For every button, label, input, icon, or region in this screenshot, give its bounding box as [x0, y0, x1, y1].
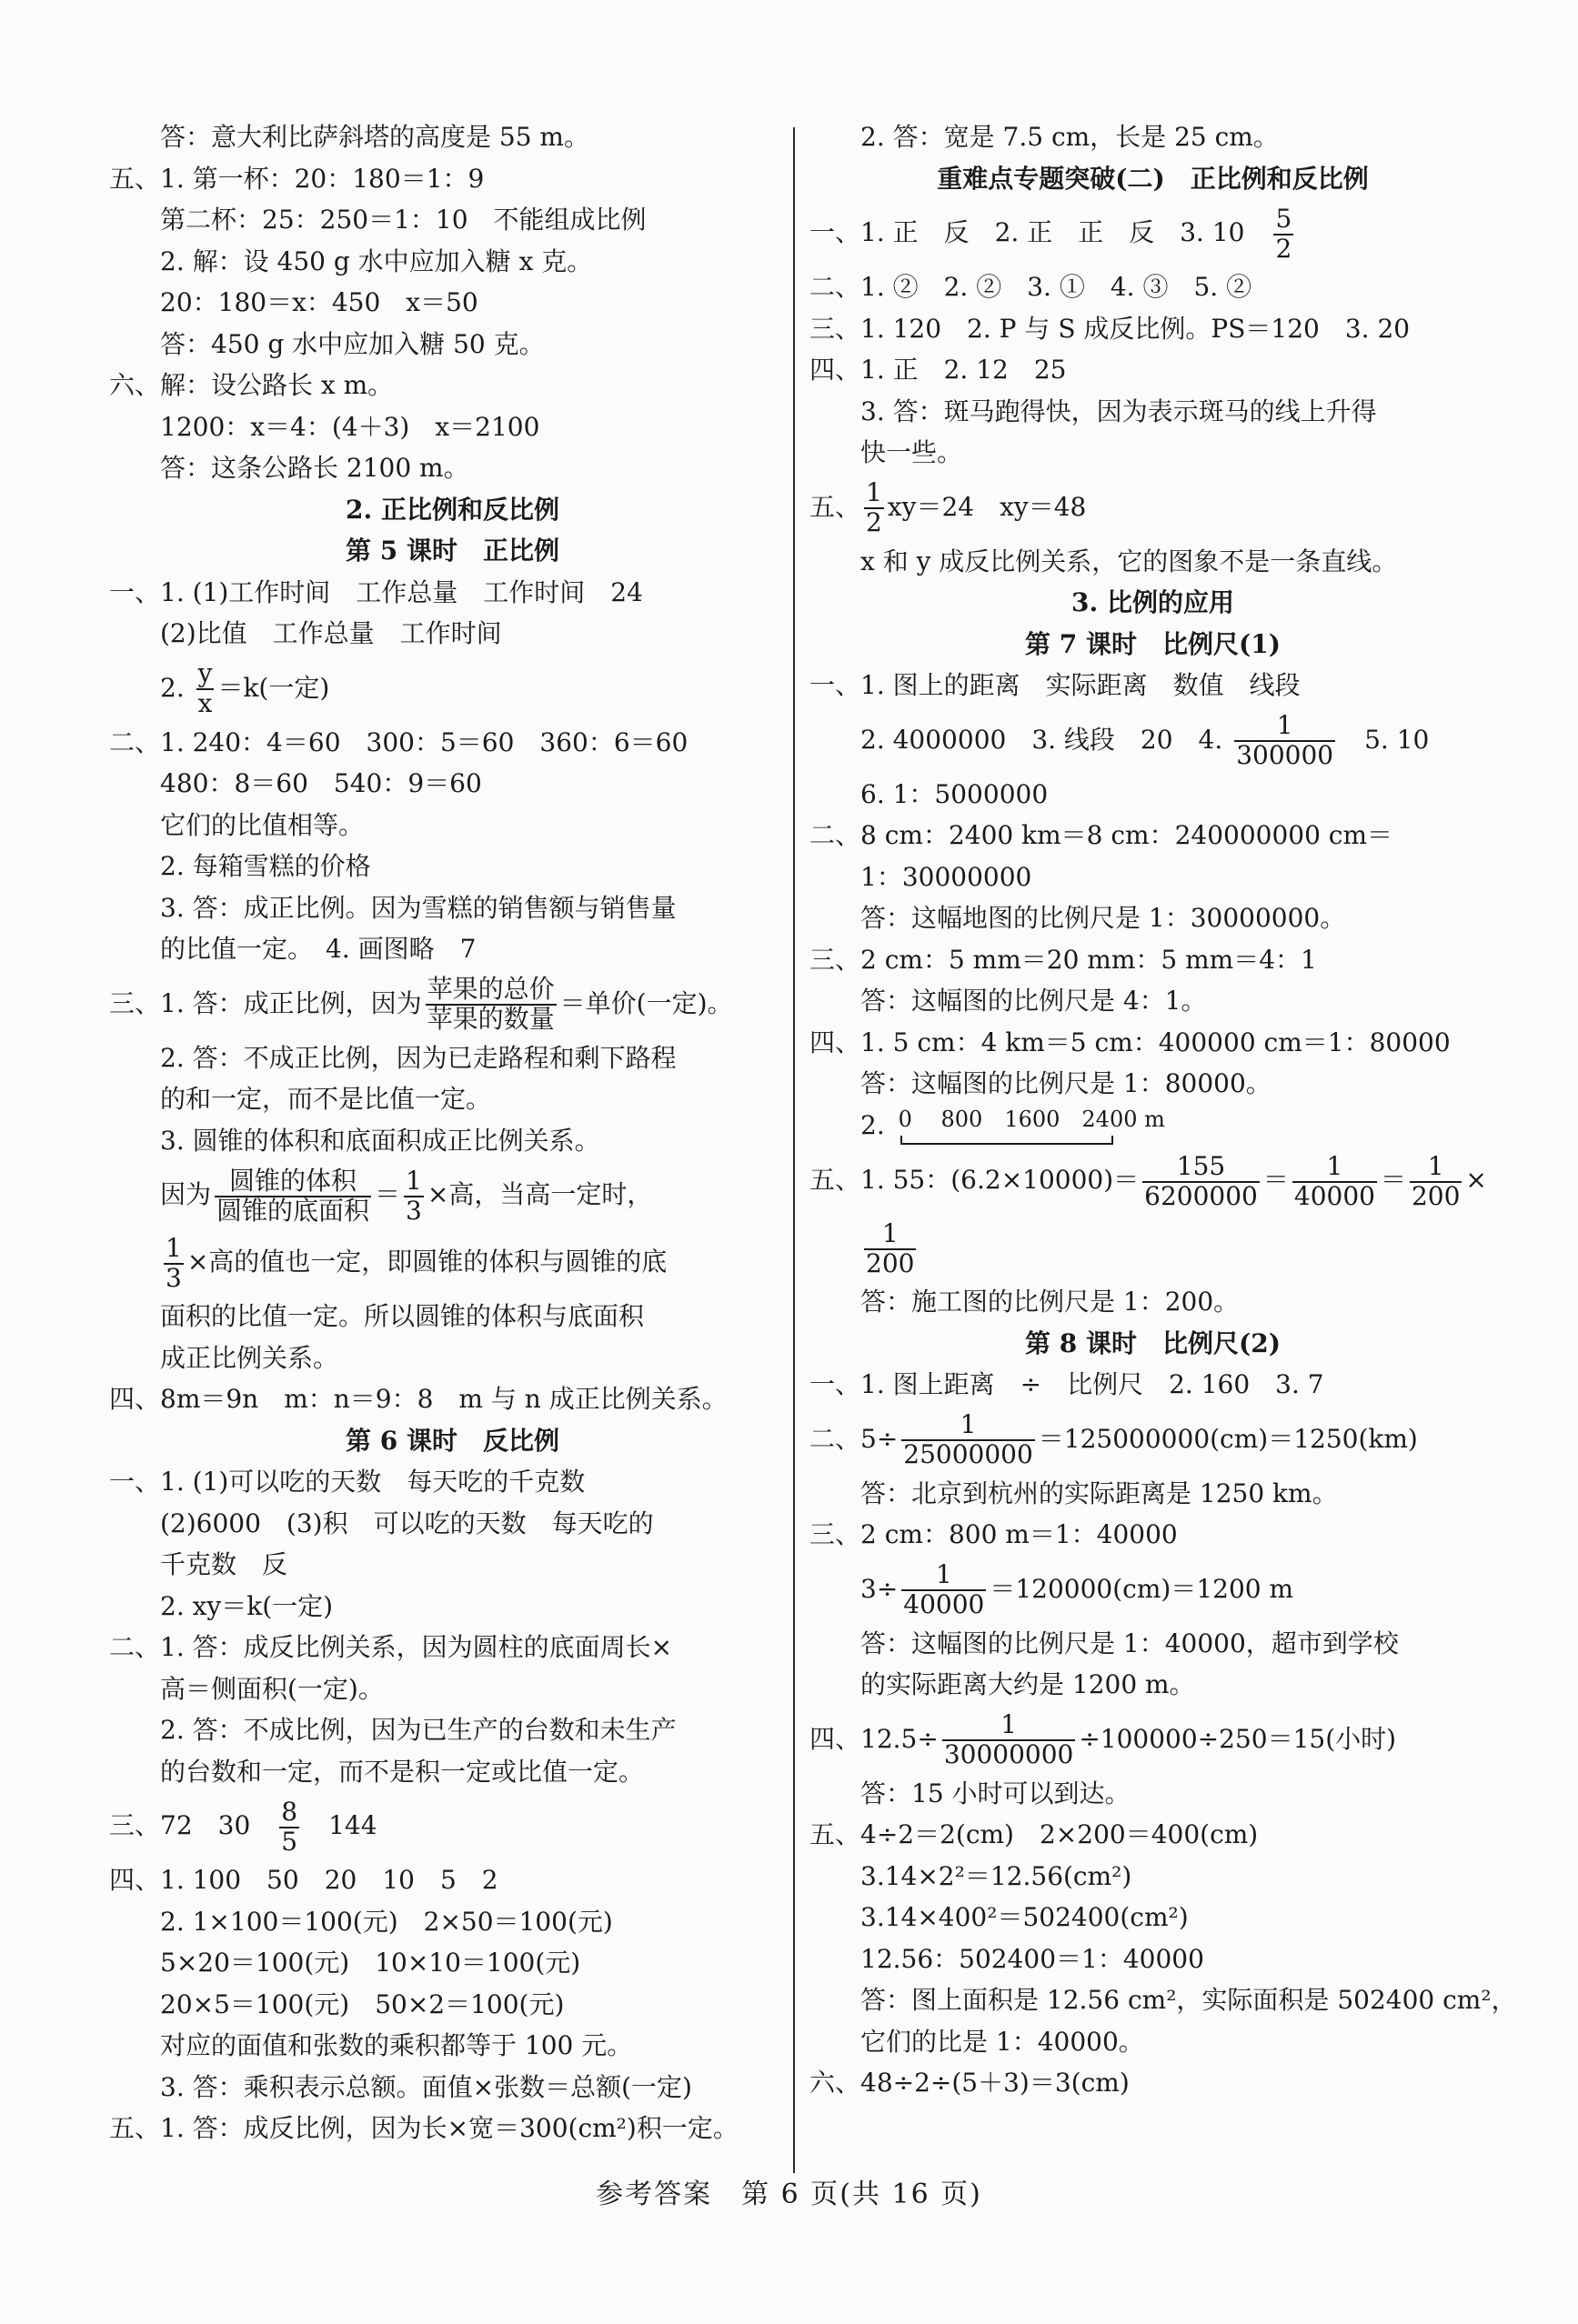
answer-line	[809, 1556, 1496, 1623]
fraction-numerator: 苹果的总价	[427, 974, 555, 1005]
answer-line	[809, 474, 1496, 541]
fraction-denominator: 200	[1411, 1180, 1461, 1211]
answer-line: 三、1. 120 2. P 与 S 成反比例。PS＝120 3. 20	[809, 313, 1411, 344]
scale-bar-labels: 0 800 1600 2400 m	[898, 1107, 1165, 1132]
fraction-numerator: 圆锥的体积	[215, 1167, 371, 1197]
answer-line: 答：意大利比萨斜塔的高度是 55 m。	[160, 122, 589, 152]
answer-line	[109, 1161, 796, 1228]
answer-line: 20：180＝x：450 x＝50	[160, 287, 478, 317]
fraction-numerator: 5	[1275, 203, 1292, 234]
fraction	[279, 1798, 299, 1857]
answer-line: 答：这幅图的比例尺是 1：80000。	[860, 1068, 1271, 1098]
fraction-numerator: 1	[1410, 1153, 1462, 1183]
section-heading: 第 5 课时 正比例	[346, 536, 559, 566]
answer-line: 3. 圆锥的体积和底面积成正比例关系。	[160, 1125, 600, 1156]
fraction	[1273, 205, 1293, 264]
line-text: 5. 10	[1339, 724, 1430, 755]
fraction	[864, 479, 884, 537]
line-text: 2.	[860, 1109, 893, 1140]
answer-line	[109, 655, 796, 722]
answer-line: 答：这幅图的比例尺是 1：40000，超市到学校	[860, 1628, 1399, 1658]
answer-line: 3. 答：乘积表示总额。面值×张数＝总额(一定)	[160, 2071, 692, 2102]
answer-line: 的比值一定。 4. 画图略 7	[160, 934, 477, 964]
answer-line: 成正比例关系。	[160, 1342, 339, 1373]
answer-line: 3.14×400²＝502400(cm²)	[860, 1902, 1189, 1932]
answer-line: 四、1. 正 2. 12 25	[809, 355, 1067, 385]
answer-line: 2. 1×100＝100(元) 2×50＝100(元)	[160, 1906, 613, 1937]
fraction-numerator: 1	[1234, 712, 1335, 742]
answer-line: 二、1. 240：4＝60 300：5＝60 360：6＝60	[109, 726, 688, 757]
fraction-denominator: 3	[406, 1195, 422, 1226]
fraction-numerator: 1	[864, 1220, 916, 1250]
answer-line: 四、1. 100 50 20 10 5 2	[109, 1865, 498, 1895]
fraction-numerator: 1	[866, 477, 882, 508]
fraction	[164, 1232, 184, 1293]
answer-line	[809, 1214, 1496, 1281]
fraction	[1142, 1150, 1260, 1211]
fraction	[426, 976, 557, 1034]
answer-line: 六、解：设公路长 x m。	[109, 370, 394, 400]
line-text: xy＝24 xy＝48	[887, 491, 1087, 522]
fraction-denominator: 200	[866, 1247, 915, 1278]
answer-line: 四、8m＝9n m：n＝9：8 m 与 n 成正比例关系。	[109, 1384, 728, 1414]
answer-line: (2)比值 工作总量 工作时间	[160, 618, 502, 648]
column-divider	[793, 127, 795, 2173]
answer-line	[109, 970, 796, 1037]
answer-line: 二、1. ② 2. ② 3. ① 4. ③ 5. ②	[809, 272, 1252, 302]
answer-line: 答：北京到杭州的实际距离是 1250 km。	[860, 1478, 1338, 1508]
answer-line: 它们的比是 1：40000。	[860, 2026, 1144, 2057]
answer-line: 六、48÷2÷(5＋3)＝3(cm)	[809, 2068, 1130, 2098]
left-column	[109, 116, 796, 2149]
line-text: 三、1. 答：成正比例，因为	[109, 987, 422, 1018]
line-text: 五、	[809, 491, 861, 522]
answer-line: 一、1. (1)工作时间 工作总量 工作时间 24	[109, 576, 643, 607]
line-text: 一、1. 正 反 2. 正 正 反 3. 10	[809, 217, 1271, 247]
answer-line	[809, 706, 1496, 774]
answer-line: 对应的面值和张数的乘积都等于 100 元。	[160, 2030, 633, 2060]
answer-line: 一、1. (1)可以吃的天数 每天吃的千克数	[109, 1467, 586, 1497]
answer-line: 1200：x＝4：(4＋3) x＝2100	[160, 411, 540, 442]
answer-line: 一、1. 图上距离 ÷ 比例尺 2. 160 3. 7	[809, 1369, 1324, 1399]
line-text: ×高的值也一定，即圆锥的体积与圆锥的底	[186, 1247, 668, 1277]
line-text: 三、72 30	[109, 1810, 276, 1840]
fraction	[942, 1711, 1076, 1769]
answer-line: 高＝侧面积(一定)。	[160, 1673, 384, 1704]
line-text: 四、12.5÷	[809, 1723, 939, 1754]
answer-line: 的和一定，而不是比值一定。	[160, 1084, 492, 1114]
answer-line: x 和 y 成反比例关系，它的图象不是一条直线。	[860, 546, 1398, 576]
fraction-denominator: 3	[166, 1262, 182, 1293]
fraction-numerator: 1	[1292, 1153, 1377, 1183]
answer-line: 千克数 反	[160, 1549, 288, 1579]
answer-line: 答：图上面积是 12.56 cm²，实际面积是 502400 cm²，	[860, 1985, 1517, 2015]
fraction-denominator: 圆锥的底面积	[216, 1195, 370, 1226]
answer-line: 它们的比值相等。	[160, 809, 365, 840]
answer-line: 快一些。	[860, 437, 963, 467]
answer-line: 2. xy＝k(一定)	[160, 1590, 334, 1621]
fraction-denominator: 苹果的数量	[427, 1004, 555, 1034]
section-heading: 重难点专题突破(二) 正比例和反比例	[937, 163, 1369, 194]
fraction	[864, 1217, 916, 1278]
answer-line	[809, 1147, 1496, 1214]
section-heading: 第 8 课时 比例尺(2)	[1025, 1327, 1281, 1358]
answer-line: 答：15 小时可以到达。	[860, 1778, 1131, 1808]
answer-line: 五、1. 第一杯：20：180＝1：9	[109, 163, 485, 194]
answer-line: 三、2 cm：800 m＝1：40000	[809, 1519, 1178, 1549]
answer-line: 答：450 g 水中应加入糖 50 克。	[160, 328, 545, 359]
answer-line: 四、1. 5 cm：4 km＝5 cm：400000 cm＝1：80000	[809, 1027, 1451, 1057]
line-text: ＝	[375, 1179, 401, 1209]
scale-bar	[898, 1107, 1165, 1147]
fraction-numerator: 1	[406, 1165, 422, 1196]
fraction	[196, 660, 215, 718]
page-footer: 参考答案 第 6 页(共 16 页)	[596, 2179, 982, 2210]
fraction-numerator: y	[197, 658, 213, 689]
fraction	[1234, 712, 1335, 770]
answer-line: 2. 解：设 450 g 水中应加入糖 x 克。	[160, 245, 593, 276]
line-text: ＝k(一定)	[217, 672, 330, 703]
answer-line	[109, 1228, 796, 1296]
line-text: 因为	[160, 1179, 212, 1209]
answer-line: 2. 答：宽是 7.5 cm，长是 25 cm。	[860, 122, 1279, 152]
fraction-denominator: 40000	[903, 1589, 985, 1619]
line-text: ＝	[1380, 1165, 1406, 1195]
fraction-numerator: 1	[942, 1711, 1076, 1741]
fraction	[1410, 1150, 1462, 1211]
answer-line: 五、1. 答：成反比例，因为长×宽＝300(cm²)积一定。	[109, 2113, 739, 2143]
answer-line	[809, 1706, 1496, 1773]
line-text: ×高，当高一定时，	[427, 1179, 653, 1209]
answer-line: 20×5＝100(元) 50×2＝100(元)	[160, 1988, 565, 2019]
fraction-numerator: 1	[901, 1561, 986, 1591]
answer-line: 2. 答：不成正比例，因为已走路程和剩下路程	[160, 1042, 677, 1073]
right-column	[809, 116, 1517, 2104]
answer-line: 答：施工图的比例尺是 1：200。	[860, 1287, 1240, 1317]
answer-line: 二、8 cm：2400 km＝8 cm：240000000 cm＝	[809, 820, 1393, 850]
answer-line: 480：8＝60 540：9＝60	[160, 768, 482, 798]
section-heading: 3. 比例的应用	[1071, 587, 1234, 617]
fraction-denominator: x	[197, 688, 213, 718]
fraction	[215, 1167, 371, 1226]
answer-line: 3.14×2²＝12.56(cm²)	[860, 1860, 1132, 1891]
answer-line: 一、1. 图上的距离 实际距离 数值 线段	[809, 670, 1301, 700]
answer-line: 2. 答：不成比例，因为已生产的台数和未生产	[160, 1715, 677, 1745]
fraction	[901, 1561, 986, 1619]
line-text: ×	[1465, 1165, 1487, 1195]
fraction	[1292, 1150, 1377, 1211]
answer-line: 答：这幅地图的比例尺是 1：30000000。	[860, 903, 1346, 933]
answer-line: 答：这幅图的比例尺是 4：1。	[860, 986, 1207, 1016]
line-text: 3÷	[860, 1573, 899, 1604]
answer-line: 五、4÷2＝2(cm) 2×200＝400(cm)	[809, 1819, 1259, 1849]
fraction-denominator: 2	[866, 507, 882, 537]
section-heading: 第 7 课时 比例尺(1)	[1025, 628, 1281, 659]
fraction	[404, 1167, 424, 1226]
fraction-denominator: 40000	[1293, 1180, 1375, 1211]
section-heading: 2. 正比例和反比例	[346, 494, 559, 525]
answer-line: 1：30000000	[860, 861, 1032, 892]
line-text: 二、5÷	[809, 1423, 899, 1454]
fraction-numerator: 1	[166, 1232, 182, 1263]
answer-line: 二、1. 答：成反比例关系，因为圆柱的底面周长×	[109, 1632, 673, 1662]
answer-line: 3. 答：斑马跑得快，因为表示斑马的线上升得	[860, 396, 1377, 426]
answer-line: 的台数和一定，而不是积一定或比值一定。	[160, 1756, 645, 1787]
answer-line	[109, 1792, 796, 1859]
fraction-denominator: 30000000	[943, 1739, 1074, 1769]
answer-line: 2. 每箱雪糕的价格	[160, 851, 371, 881]
fraction-denominator: 5	[281, 1826, 298, 1857]
answer-line	[809, 199, 1496, 266]
answer-line: (2)6000 (3)积 可以吃的天数 每天吃的	[160, 1508, 654, 1538]
scale-bar-line	[900, 1136, 1113, 1145]
line-text: ＝	[1262, 1165, 1289, 1195]
answer-line: 面积的比值一定。所以圆锥的体积与底面积	[160, 1301, 645, 1331]
line-text: ÷100000÷250＝15(小时)	[1079, 1723, 1397, 1754]
answer-line: 3. 答：成正比例。因为雪糕的销售额与销售量	[160, 892, 677, 923]
answer-line: 第二杯：25：250＝1：10 不能组成比例	[160, 205, 647, 235]
fraction-denominator: 2	[1275, 233, 1292, 264]
answer-line: 6. 1：5000000	[860, 778, 1049, 809]
line-text: ＝120000(cm)＝1200 m	[990, 1573, 1294, 1604]
answer-line	[809, 1105, 1496, 1147]
fraction-numerator: 155	[1142, 1153, 1260, 1183]
fraction-denominator: 6200000	[1144, 1180, 1258, 1211]
answer-line: 三、2 cm：5 mm＝20 mm：5 mm＝4：1	[809, 944, 1317, 975]
line-text: ＝单价(一定)。	[559, 987, 733, 1018]
line-text: 144	[303, 1810, 377, 1840]
line-text: 五、1. 55：(6.2×10000)＝	[809, 1165, 1140, 1195]
answer-line: 5×20＝100(元) 10×10＝100(元)	[160, 1948, 581, 1978]
line-text: 2.	[160, 672, 193, 703]
line-text: ＝125000000(cm)＝1250(km)	[1038, 1423, 1418, 1454]
fraction-denominator: 300000	[1236, 740, 1334, 770]
answer-line: 答：这条公路长 2100 m。	[160, 453, 469, 483]
line-text: 2. 4000000 3. 线段 20 4.	[860, 724, 1231, 755]
answer-line	[809, 1406, 1496, 1473]
fraction-numerator: 8	[281, 1796, 298, 1827]
answer-line: 12.56：502400＝1：40000	[860, 1943, 1204, 1974]
section-heading: 第 6 课时 反比例	[346, 1425, 559, 1456]
answer-line: 的实际距离大约是 1200 m。	[860, 1669, 1195, 1699]
fraction	[901, 1411, 1035, 1469]
fraction-denominator: 25000000	[903, 1439, 1033, 1469]
fraction-numerator: 1	[901, 1411, 1035, 1441]
